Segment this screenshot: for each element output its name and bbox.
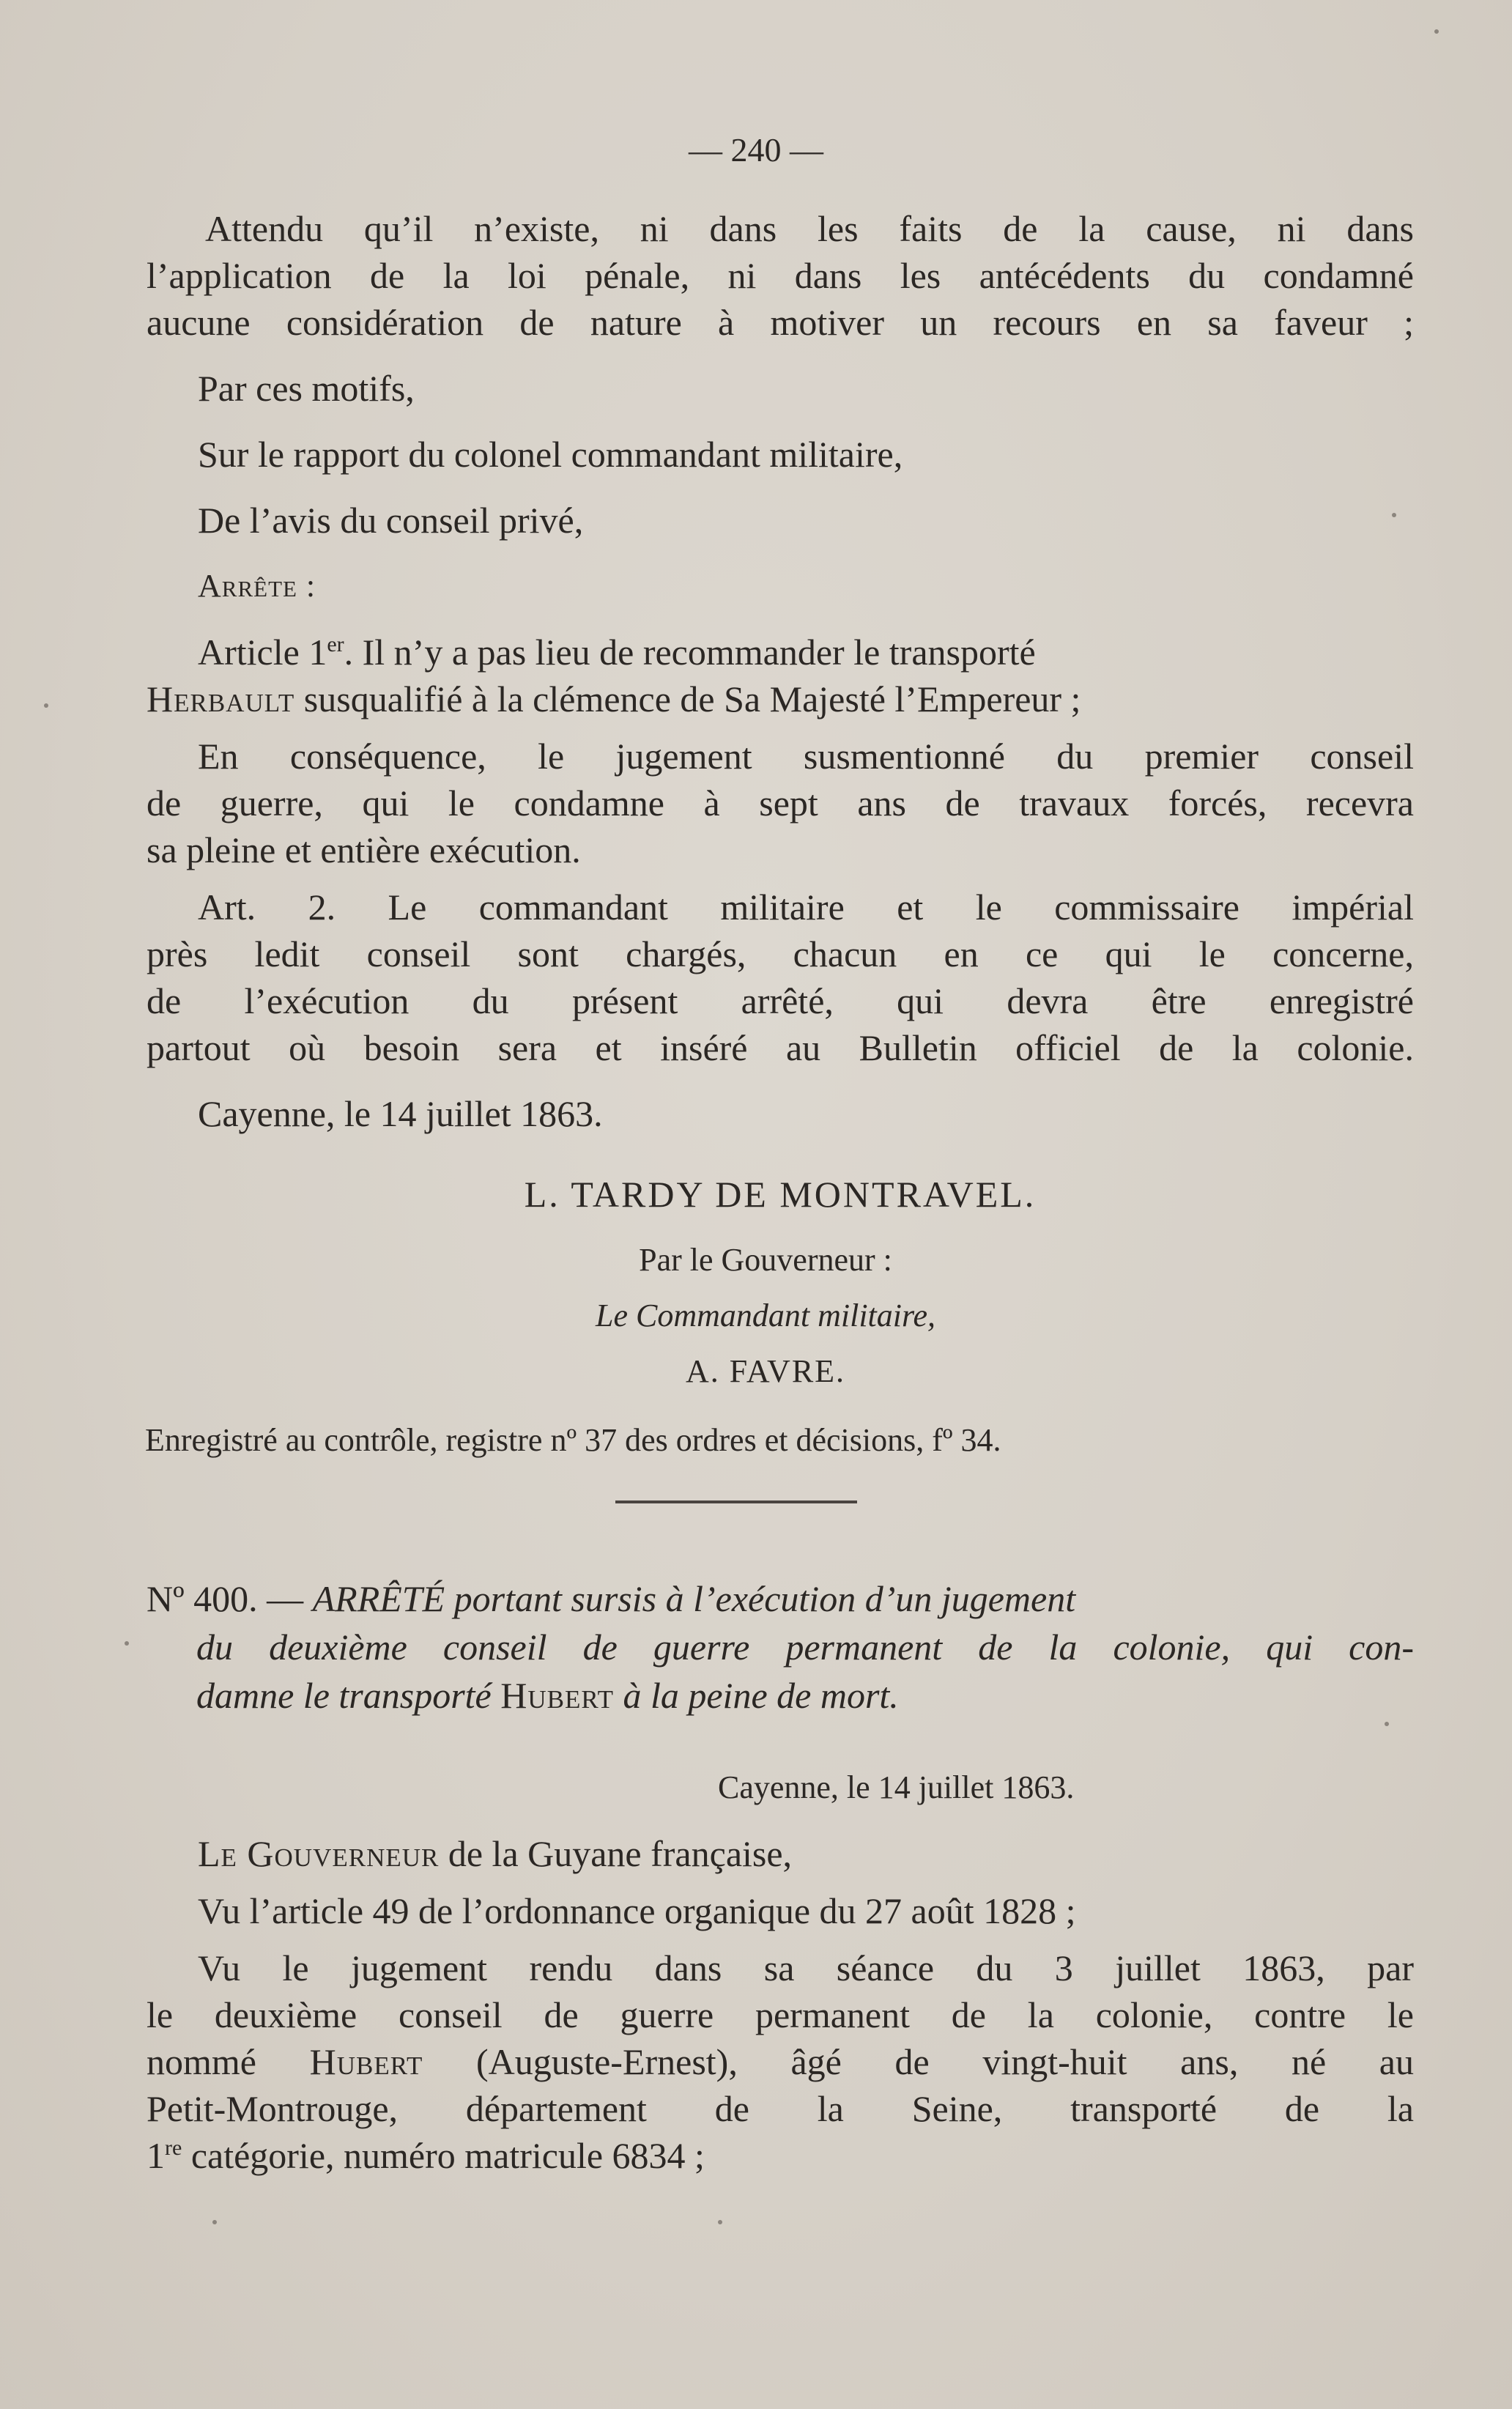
arrete-heading: Arrête : [198, 568, 316, 604]
person-name: Hubert [500, 1675, 614, 1716]
signature: L. TARDY DE MONTRAVEL. [524, 1174, 1037, 1215]
paragraph-line: aucune considération de nature à motiver un recours en sa faveur ; [147, 302, 1414, 343]
person-name: Hubert [309, 2041, 423, 2082]
registration-line: Enregistré au contrôle, registre nº 37 des ordres et décisions, fº 34. [145, 1422, 1001, 1458]
paragraph-line: de l’exécution du présent arrêté, qui devra être enregistré [147, 980, 1414, 1021]
arrete-number: Nº 400. — [147, 1578, 313, 1619]
article-1-text: . Il n’y a pas lieu de recommander le transporté [344, 632, 1036, 673]
article-1-sup: er [327, 632, 344, 656]
article-1-line-1 [198, 630, 1414, 674]
print-speck [718, 2220, 722, 2224]
paragraph-line: Art. 2. Le commandant militaire et le commissaire impérial [198, 887, 1414, 928]
section-divider [615, 1500, 857, 1503]
paragraph-line: l’application de la loi pénale, ni dans les antécédents du condamné [147, 255, 1414, 296]
gouverneur-line: Le Gouverneur de la Guyane française, [198, 1833, 793, 1874]
print-speck [1434, 29, 1439, 34]
commandant-militaire: Le Commandant militaire, [595, 1298, 936, 1333]
page-number: — 240 — [689, 131, 823, 169]
paragraph-line: de guerre, qui le condamne à sept ans de travaux forcés, recevra [147, 782, 1414, 824]
favre-signature: A. FAVRE. [685, 1353, 846, 1389]
paragraph-line: Vu le jugement rendu dans sa séance du 3 juillet 1863, par [198, 1947, 1414, 1988]
print-speck [44, 703, 48, 708]
avis-line: De l’avis du conseil privé, [198, 500, 584, 541]
rapport-line: Sur le rapport du colonel commandant militaire, [198, 434, 903, 475]
arrete-400-title-line-2: du deuxième conseil de guerre permanent de la colonie, qui con- [196, 1627, 1414, 1668]
paragraph-line: Petit-Montrouge, département de la Seine, transporté de la [147, 2088, 1414, 2129]
article-1-label: Article 1 [198, 632, 327, 673]
paragraph-line: partout où besoin sera et inséré au Bulletin officiel de la colonie. [147, 1027, 1414, 1068]
article-1-line-2 [147, 677, 1081, 721]
date-line: Cayenne, le 14 juillet 1863. [198, 1093, 603, 1134]
paragraph-line: 1re catégorie, numéro matricule 6834 ; [147, 2135, 705, 2176]
motifs-line: Par ces motifs, [198, 368, 415, 409]
paragraph-line: nommé Hubert (Auguste-Ernest), âgé de vingt-huit ans, né au [147, 2041, 1414, 2082]
article-1-text: susqualifié à la clémence de Sa Majesté l’Empereur ; [294, 678, 1081, 719]
print-speck [1385, 1722, 1389, 1726]
arrete-title: ARRÊTÉ portant sursis à l’exécution d’un jugement [312, 1578, 1076, 1619]
person-name: Herbault [147, 678, 295, 719]
paragraph-line: En conséquence, le jugement susmentionné du premier conseil [198, 736, 1414, 777]
par-le-gouverneur: Par le Gouverneur : [639, 1242, 892, 1278]
arrete-400-title-line-3: damne le transporté Hubert à la peine de mort. [196, 1675, 899, 1716]
vu-line: Vu l’article 49 de l’ordonnance organique du 27 août 1828 ; [198, 1890, 1076, 1931]
paragraph-line: le deuxième conseil de guerre permanent de la colonie, contre le [147, 1994, 1414, 2035]
paragraph-line: Attendu qu’il n’existe, ni dans les faits de la cause, ni dans [205, 208, 1414, 249]
print-speck [1392, 513, 1396, 517]
print-speck [125, 1641, 129, 1646]
date-line: Cayenne, le 14 juillet 1863. [718, 1769, 1075, 1805]
print-speck [212, 2220, 217, 2224]
paragraph-line: près ledit conseil sont chargés, chacun en ce qui le concerne, [147, 933, 1414, 974]
arrete-400-title-line-1 [147, 1577, 1414, 1621]
paragraph-line: sa pleine et entière exécution. [147, 829, 581, 870]
